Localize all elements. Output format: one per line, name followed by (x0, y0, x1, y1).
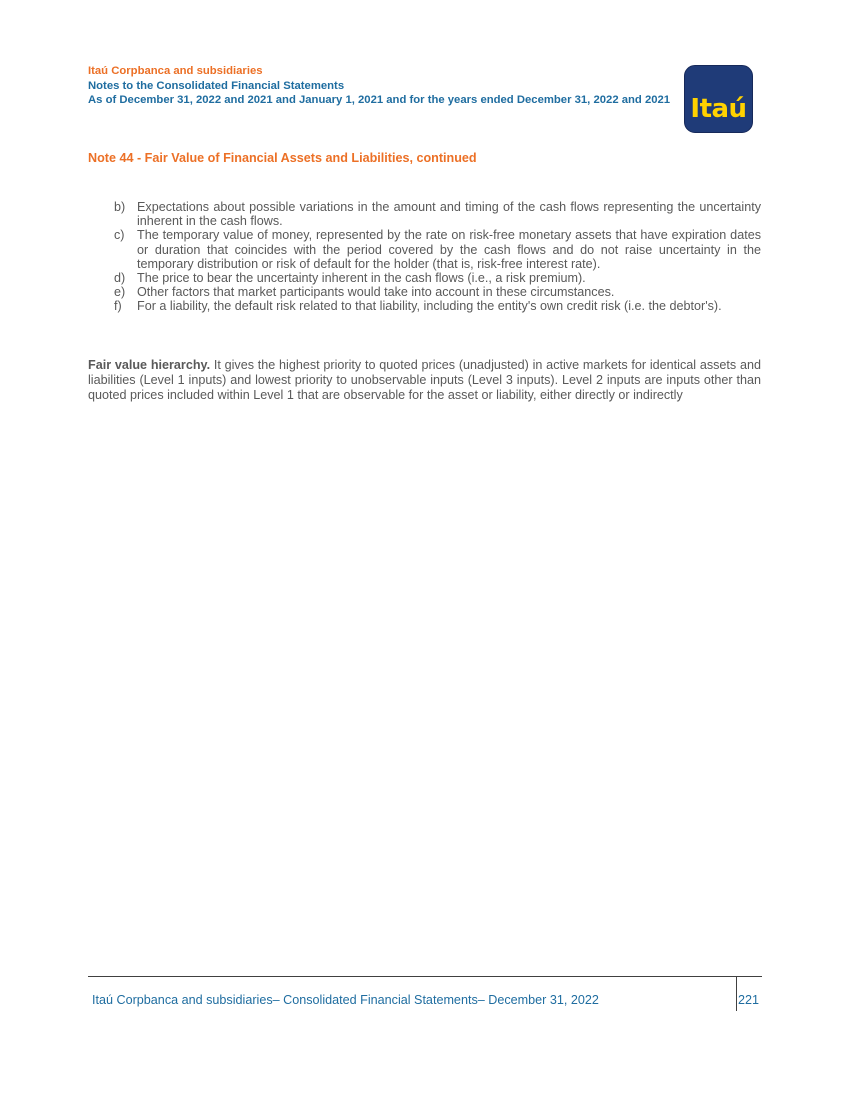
paragraph-lead: Fair value hierarchy. (88, 358, 211, 372)
list-item (114, 228, 761, 271)
list-marker: b) (114, 200, 126, 214)
list-item-text: The temporary value of money, represented by the rate on risk-free monetary assets that have expiration dates or duration that coincides with the period covered by the cash flows and do not raise uncertainty in the temporary distribution or risk of default for the holder (that is, risk-free interest rate). (137, 228, 761, 271)
list-item-text: Expectations about possible variations in the amount and timing of the cash flows representing the uncertainty inherent in the cash flows. (137, 200, 761, 229)
list-item-text: Other factors that market participants would take into account in these circumstances. (137, 285, 615, 300)
list-item (114, 271, 761, 285)
footer-rule (88, 976, 762, 977)
list-item (114, 200, 761, 228)
fair-value-factors-list (114, 200, 761, 314)
logo-text: Itaú (690, 94, 747, 124)
document-header (88, 64, 680, 108)
list-item (114, 285, 761, 299)
fair-value-hierarchy-paragraph (88, 358, 761, 402)
list-marker: e) (114, 285, 126, 300)
list-item-text: For a liability, the default risk related to that liability, including the entity's own credit risk (i.e. the debtor's). (137, 299, 722, 314)
header-period: As of December 31, 2022 and 2021 and January 1, 2021 and for the years ended December 31, 2022 and 2021 (88, 94, 671, 106)
header-notes-title: Notes to the Consolidated Financial Statements (88, 79, 345, 92)
list-marker: d) (114, 271, 126, 286)
itau-logo (684, 65, 753, 133)
paragraph-body: It gives the highest priority to quoted prices (unadjusted) in active markets for identical assets and liabilities (Level 1 inputs) and lowest priority to unobservable inputs (Level 3 inputs). Level 2 inputs are inputs other than quoted prices included within Level 1 that are observable for the asset or liability, either directly or indirectly (88, 358, 761, 402)
page-number: 221 (738, 993, 760, 1007)
list-item (114, 299, 761, 313)
note-title: Note 44 - Fair Value of Financial Assets and Liabilities, continued (88, 151, 477, 165)
footer-divider (736, 976, 737, 1011)
footer-text: Itaú Corpbanca and subsidiaries– Consolidated Financial Statements– December 31, 2022 (92, 993, 599, 1007)
header-company-name: Itaú Corpbanca and subsidiaries (88, 65, 263, 77)
list-marker: f) (114, 299, 122, 314)
list-item-text: The price to bear the uncertainty inherent in the cash flows (i.e., a risk premium). (137, 271, 586, 286)
list-marker: c) (114, 228, 125, 243)
